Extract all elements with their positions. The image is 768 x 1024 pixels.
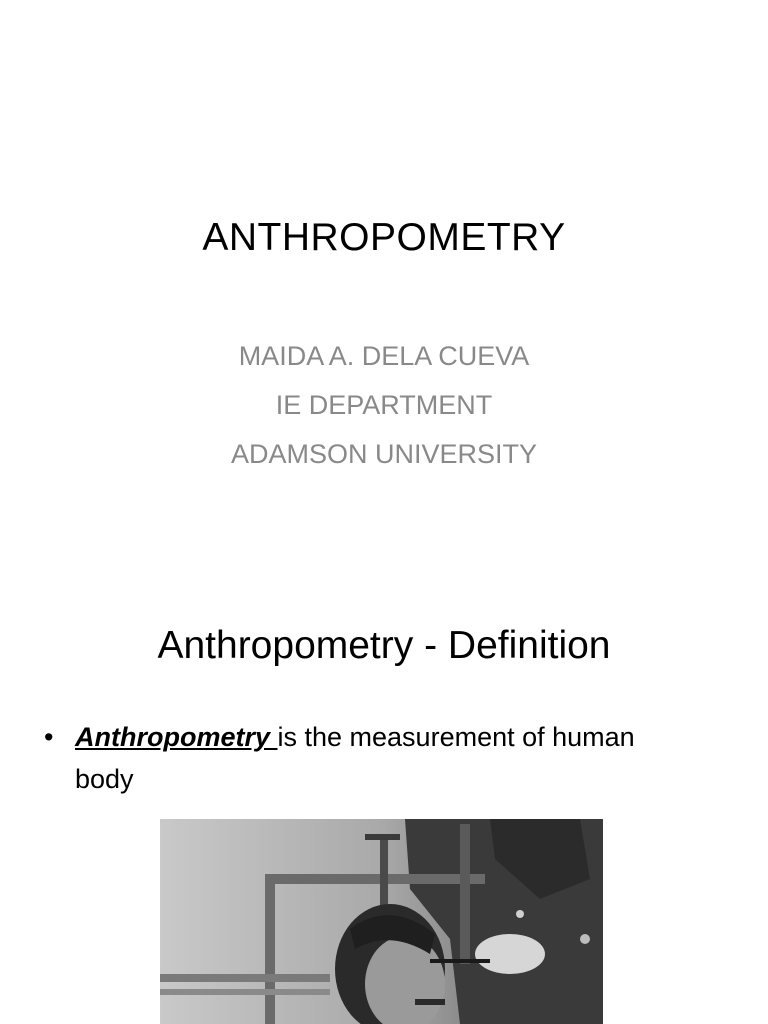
bullet-text: [75, 716, 644, 800]
definition-slide: [0, 576, 768, 1024]
university-name: ADAMSON UNIVERSITY: [230, 439, 538, 469]
bullet-item: [44, 716, 644, 800]
department-name: IE DEPARTMENT: [275, 390, 493, 420]
photo-image-icon: [160, 819, 603, 1024]
slide-subtitle: [0, 332, 768, 479]
bullet-definition: is the measurement of human body: [75, 722, 635, 794]
historical-photo: [160, 819, 603, 1024]
bullet-term: Anthropometry: [75, 722, 278, 752]
slide-title: Anthropometry - Definition: [157, 624, 611, 667]
author-name: MAIDA A. DELA CUEVA: [238, 341, 530, 371]
bullet-marker: •: [44, 722, 54, 752]
slide-title: ANTHROPOMETRY: [202, 216, 566, 259]
